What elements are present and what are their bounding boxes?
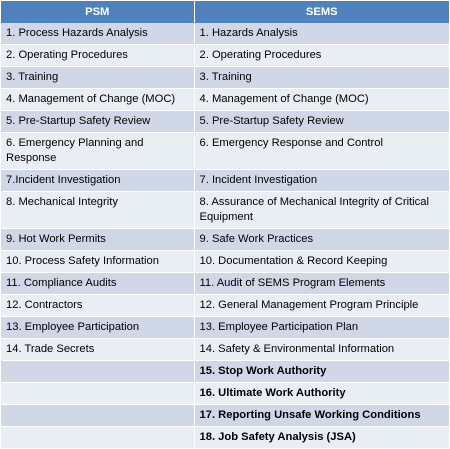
- sems-cell: 15. Stop Work Authority: [194, 361, 449, 383]
- table-row: [1, 229, 449, 251]
- header-sems: SEMS: [194, 1, 449, 23]
- sems-cell: 18. Job Safety Analysis (JSA): [194, 427, 449, 449]
- table-row: [1, 111, 449, 133]
- psm-cell: [1, 383, 194, 405]
- table-header-row: [1, 1, 449, 23]
- sems-cell: 14. Safety & Environmental Information: [194, 339, 449, 361]
- table-row: [1, 273, 449, 295]
- sems-cell: 1. Hazards Analysis: [194, 23, 449, 45]
- psm-cell: [1, 427, 194, 449]
- table-row: [1, 23, 449, 45]
- psm-sems-comparison-table: [1, 1, 449, 449]
- psm-cell: 2. Operating Procedures: [1, 45, 194, 67]
- table-row: [1, 383, 449, 405]
- psm-cell: 4. Management of Change (MOC): [1, 89, 194, 111]
- sems-cell: 7. Incident Investigation: [194, 170, 449, 192]
- table-row: [1, 251, 449, 273]
- table-row: [1, 67, 449, 89]
- comparison-table-container: [1, 1, 449, 449]
- table-row: [1, 170, 449, 192]
- sems-cell: 13. Employee Participation Plan: [194, 317, 449, 339]
- psm-cell: [1, 361, 194, 383]
- psm-cell: 5. Pre-Startup Safety Review: [1, 111, 194, 133]
- sems-cell: 8. Assurance of Mechanical Integrity of Critical Equipment: [194, 192, 449, 229]
- table-row: [1, 317, 449, 339]
- psm-cell: 12. Contractors: [1, 295, 194, 317]
- psm-cell: 8. Mechanical Integrity: [1, 192, 194, 229]
- table-row: [1, 45, 449, 67]
- table-row: [1, 405, 449, 427]
- psm-cell: 10. Process Safety Information: [1, 251, 194, 273]
- sems-cell: 2. Operating Procedures: [194, 45, 449, 67]
- table-row: [1, 133, 449, 170]
- table-row: [1, 427, 449, 449]
- sems-cell: 4. Management of Change (MOC): [194, 89, 449, 111]
- table-row: [1, 361, 449, 383]
- table-row: [1, 295, 449, 317]
- psm-cell: 14. Trade Secrets: [1, 339, 194, 361]
- psm-cell: 11. Compliance Audits: [1, 273, 194, 295]
- psm-cell: 1. Process Hazards Analysis: [1, 23, 194, 45]
- sems-cell: 10. Documentation & Record Keeping: [194, 251, 449, 273]
- sems-cell: 5. Pre-Startup Safety Review: [194, 111, 449, 133]
- sems-cell: 6. Emergency Response and Control: [194, 133, 449, 170]
- header-psm: PSM: [1, 1, 194, 23]
- table-row: [1, 339, 449, 361]
- sems-cell: 16. Ultimate Work Authority: [194, 383, 449, 405]
- psm-cell: 7.Incident Investigation: [1, 170, 194, 192]
- psm-cell: [1, 405, 194, 427]
- sems-cell: 3. Training: [194, 67, 449, 89]
- psm-cell: 3. Training: [1, 67, 194, 89]
- psm-cell: 13. Employee Participation: [1, 317, 194, 339]
- sems-cell: 9. Safe Work Practices: [194, 229, 449, 251]
- table-row: [1, 89, 449, 111]
- sems-cell: 17. Reporting Unsafe Working Conditions: [194, 405, 449, 427]
- psm-cell: 6. Emergency Planning and Response: [1, 133, 194, 170]
- table-row: [1, 192, 449, 229]
- sems-cell: 12. General Management Program Principle: [194, 295, 449, 317]
- sems-cell: 11. Audit of SEMS Program Elements: [194, 273, 449, 295]
- psm-cell: 9. Hot Work Permits: [1, 229, 194, 251]
